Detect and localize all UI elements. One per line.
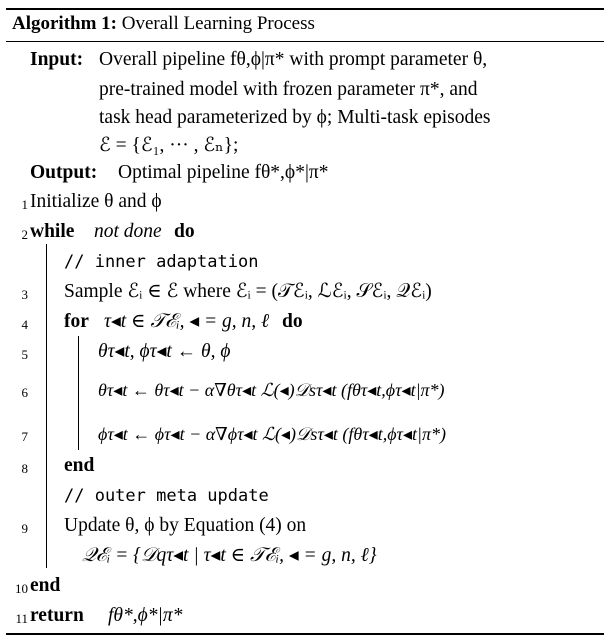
- keyword-while: while: [30, 221, 75, 242]
- comment-text: // inner adaptation: [64, 252, 259, 272]
- line-number: 3: [21, 287, 28, 302]
- comment-text: // outer meta update: [64, 486, 269, 506]
- algorithm-title: [12, 13, 315, 35]
- line-number: 11: [15, 611, 28, 626]
- bottom-rule: [6, 633, 604, 635]
- line-number: 9: [21, 521, 28, 536]
- algorithm-label: Algorithm 1:: [12, 13, 118, 34]
- line-number: 6: [21, 385, 28, 400]
- line-number: 8: [21, 461, 28, 476]
- keyword-end: end: [64, 455, 95, 476]
- output-text: Optimal pipeline fθ*,ϕ*|π*: [118, 162, 329, 183]
- input-text-4: ℰ = {ℰ₁, ··· , ℰₙ};: [99, 135, 239, 156]
- mid-rule: [6, 41, 604, 42]
- line-number: 1: [21, 197, 28, 212]
- return-value: fθ*,ϕ*|π*: [108, 605, 183, 626]
- input-label: Input:: [30, 49, 84, 70]
- keyword-return: return: [30, 605, 84, 626]
- line-text: Sample ℰᵢ ∈ ℰ where ℰᵢ = (𝒯ℰᵢ, ℒℰᵢ, 𝒮ℰᵢ, 𝒬ℰᵢ): [64, 281, 432, 302]
- line-number: 2: [21, 227, 28, 242]
- line-text: Update θ, ϕ by Equation (4) on: [64, 515, 307, 536]
- top-rule: [6, 8, 604, 10]
- while-block-bar: [46, 244, 47, 568]
- line-number: 5: [21, 347, 28, 362]
- output-label: Output:: [30, 162, 98, 183]
- algorithm-title-text: Overall Learning Process: [121, 13, 315, 34]
- input-text-2: pre-trained model with frozen parameter π*, and: [99, 79, 478, 100]
- keyword-end: end: [30, 575, 61, 596]
- line-text: θτ◂t, ϕτ◂t ← θ, ϕ: [98, 341, 231, 362]
- line-number: 10: [15, 581, 28, 596]
- line-number: 4: [21, 317, 28, 332]
- for-block-bar: [78, 336, 79, 450]
- input-text-3: task head parameterized by ϕ; Multi-task episodes: [99, 107, 491, 128]
- line-text: 𝒬ℰᵢ = {𝒟qτ◂t | τ◂t ∈ 𝒯ℰᵢ, ◂ = g, n, ℓ}: [82, 545, 377, 566]
- line-text: ϕτ◂t ← ϕτ◂t − α∇ϕτ◂t ℒ(◂)𝒟sτ◂t (fθτ◂t,ϕτ◂t|π*): [98, 424, 446, 444]
- line-number: 7: [21, 429, 28, 444]
- line-text: Initialize θ and ϕ: [30, 191, 162, 212]
- while-condition: not done: [94, 221, 162, 242]
- keyword-do: do: [282, 311, 303, 332]
- for-range: τ◂t ∈ 𝒯ℰᵢ, ◂ = g, n, ℓ: [104, 311, 270, 332]
- keyword-do: do: [174, 221, 195, 242]
- input-text-1: Overall pipeline fθ,ϕ|π* with prompt parameter θ,: [99, 49, 488, 70]
- algorithm-box: [6, 8, 604, 634]
- keyword-for: for: [64, 311, 89, 332]
- line-text: θτ◂t ← θτ◂t − α∇θτ◂t ℒ(◂)𝒟sτ◂t (fθτ◂t,ϕτ◂t|π*): [98, 380, 445, 400]
